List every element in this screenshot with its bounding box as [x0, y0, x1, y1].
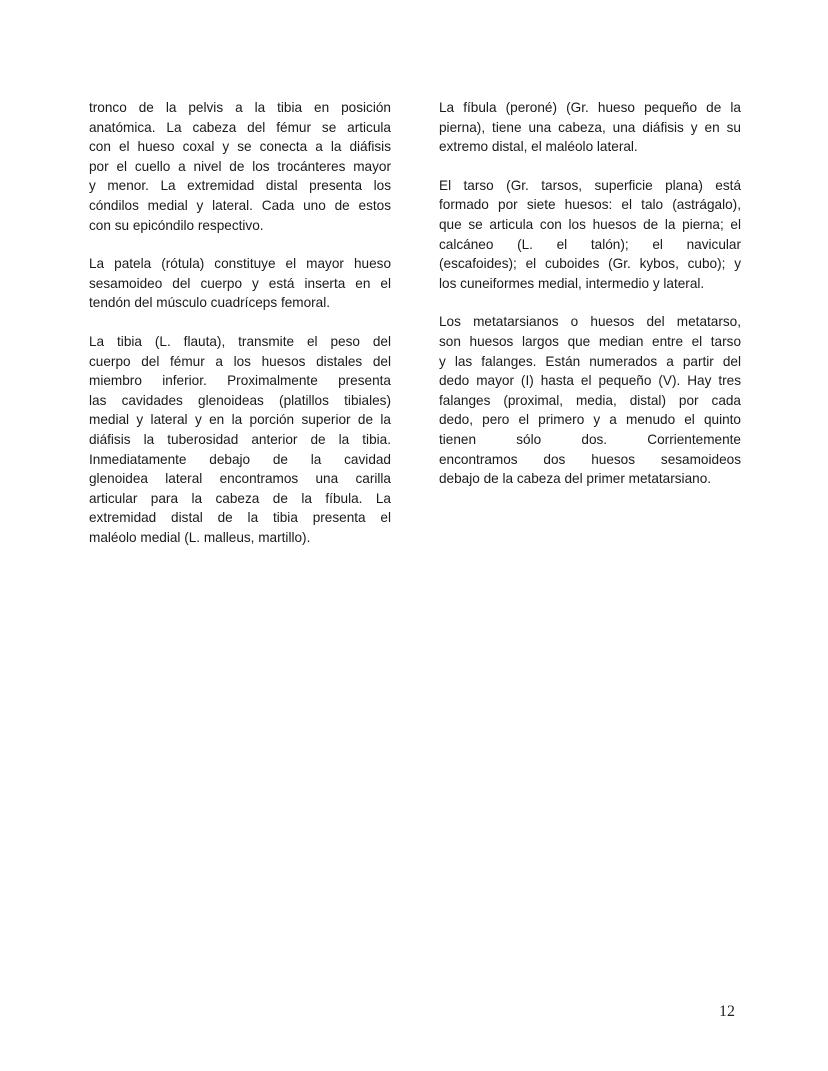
text-line: Los metatarsianos o huesos del metatarso, — [439, 314, 741, 330]
text-line: las cavidades glenoideas (platillos tibiales) — [89, 392, 391, 408]
text-line: encontramos dos huesos sesamoideos — [439, 451, 741, 467]
text-line: dedo, pero el primero y a menudo el quinto — [439, 412, 741, 428]
text-line: (escafoides); el cuboides (Gr. kybos, cubo); y — [439, 256, 741, 272]
text-line: glenoidea lateral encontramos una carilla — [89, 471, 391, 487]
text-line: extremo distal, el maléolo lateral. — [439, 139, 638, 155]
text-line: con su epicóndilo respectivo. — [89, 217, 264, 233]
text-line: Inmediatamente debajo de la cavidad — [89, 451, 391, 467]
text-line: con el hueso coxal y se conecta a la diáfisis — [89, 139, 391, 155]
text-line: articular para la cabeza de la fíbula. La — [89, 490, 391, 506]
text-line: sesamoideo del cuerpo y está inserta en el — [89, 275, 391, 291]
text-line: por el cuello a nivel de los trocánteres mayor — [89, 158, 391, 174]
paragraph — [89, 332, 391, 548]
paragraph — [439, 312, 741, 488]
text-line: los cuneiformes medial, intermedio y lateral. — [439, 275, 705, 291]
text-line: tienen sólo dos. Corrientemente — [439, 431, 741, 447]
text-line: son huesos largos que median entre el tarso — [439, 333, 741, 349]
text-line: formado por siete huesos: el talo (astrágalo), — [439, 197, 741, 213]
text-line: miembro inferior. Proximalmente presenta — [89, 373, 391, 389]
text-line: pierna), tiene una cabeza, una diáfisis y en su — [439, 119, 741, 135]
text-line: anatómica. La cabeza del fémur se articula — [89, 119, 391, 135]
text-line: y menor. La extremidad distal presenta los — [89, 178, 391, 194]
text-line: tendón del músculo cuadríceps femoral. — [89, 295, 331, 311]
text-line: dedo mayor (I) hasta el pequeño (V). Hay tres — [439, 373, 741, 389]
text-line: cóndilos medial y lateral. Cada uno de estos — [89, 197, 391, 213]
text-line: y las falanges. Están numerados a partir del — [439, 353, 741, 369]
paragraph — [439, 98, 741, 157]
left-column — [89, 98, 391, 566]
text-line: falanges (proximal, media, distal) por cada — [439, 392, 741, 408]
text-line: medial y lateral y en la porción superior de la — [89, 412, 391, 428]
paragraph — [439, 176, 741, 294]
page-number: 12 — [719, 1003, 735, 1020]
text-line: La fíbula (peroné) (Gr. hueso pequeño de la — [439, 100, 741, 115]
text-line: extremidad distal de la tibia presenta el — [89, 510, 391, 526]
text-line: maléolo medial (L. malleus, martillo). — [89, 529, 311, 545]
text-line: diáfisis la tuberosidad anterior de la tibia. — [89, 431, 391, 447]
paragraph — [89, 98, 391, 235]
paragraph — [89, 254, 391, 313]
right-column — [439, 98, 741, 508]
text-line: El tarso (Gr. tarsos, superficie plana) está — [439, 177, 741, 193]
text-line: debajo de la cabeza del primer metatarsiano. — [439, 471, 712, 487]
text-line: calcáneo (L. el talón); el navicular — [439, 236, 741, 252]
text-line: que se articula con los huesos de la pierna; el — [439, 216, 741, 232]
text-line: tronco de la pelvis a la tibia en posición — [89, 100, 391, 115]
text-line: La patela (rótula) constituye el mayor hueso — [89, 256, 391, 272]
text-line: cuerpo del fémur a los huesos distales del — [89, 353, 391, 369]
text-line: La tibia (L. flauta), transmite el peso del — [89, 333, 391, 349]
